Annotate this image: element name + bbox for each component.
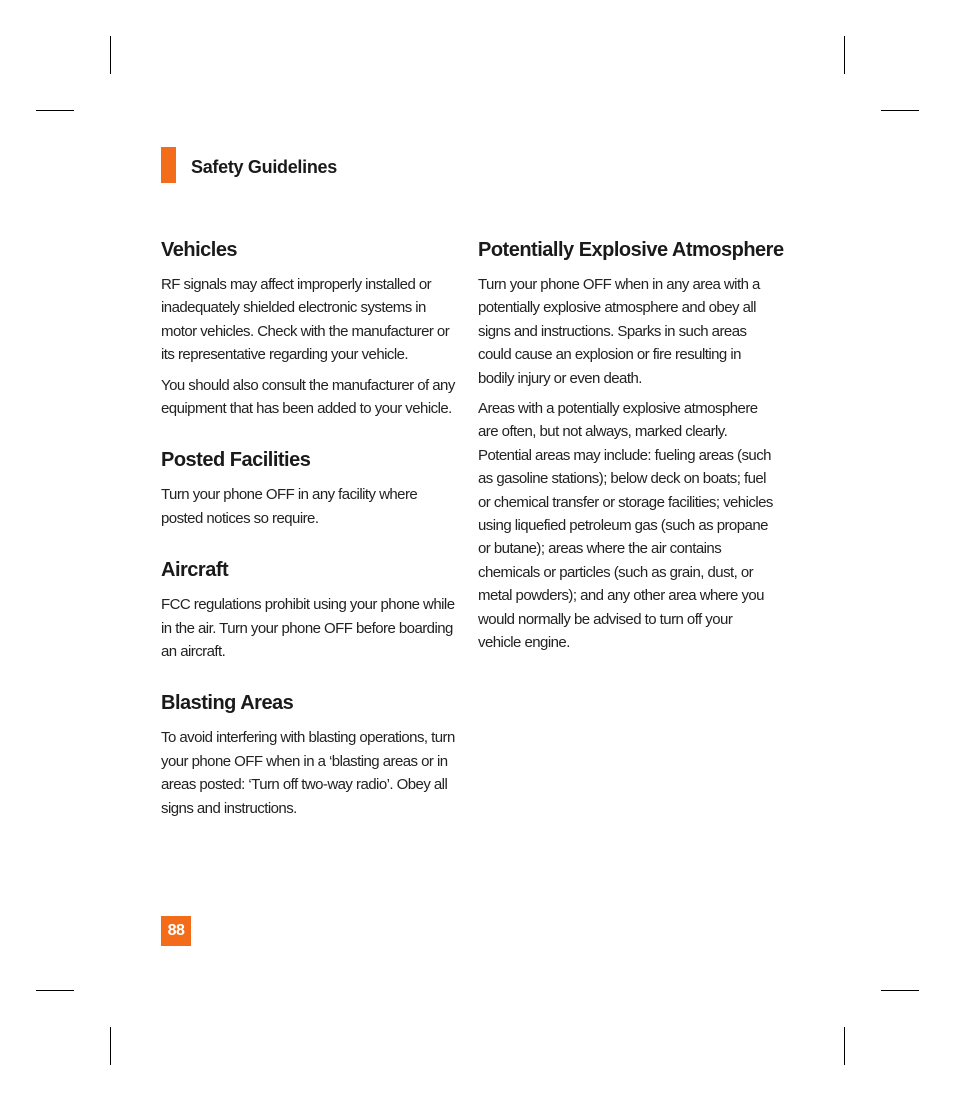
section-paragraph: RF signals may affect improperly installed or inadequately shielded electronic systems in motor vehicles. Check with the manufacturer or its representative regarding your vehicle.	[161, 276, 450, 364]
section-paragraph: FCC regulations prohibit using your phone while in the air. Turn your phone OFF before boarding an aircraft.	[161, 596, 455, 661]
section-paragraph: To avoid interfering with blasting operations, turn your phone OFF when in a ‘blasting areas or in areas posted: ‘Turn off two-way radio’. Obey all signs and instructions.	[161, 729, 455, 817]
crop-mark-bottom-right-vertical	[844, 1027, 845, 1065]
left-column	[161, 237, 457, 847]
section-posted-facilities	[161, 447, 457, 530]
section-vehicles	[161, 237, 457, 420]
section-heading: Posted Facilities	[161, 449, 311, 472]
header-accent-bar	[161, 147, 176, 183]
crop-mark-top-right-horizontal	[881, 110, 919, 111]
section-paragraph: Areas with a potentially explosive atmosphere are often, but not always, marked clearly. Potential areas may include: fueling areas (such as gasoline stations); below deck on boats; fuel or chemical transfer or storage facilities; vehicles using liquefied petroleum gas (such as propane or butane); areas where the air contains chemicals or particles (such as grain, dust, or metal powders); and any other area where you would normally be advised to turn off your vehicle engine.	[478, 400, 773, 652]
section-heading: Potentially Explosive Atmosphere	[478, 239, 784, 261]
page-number-badge: 88	[161, 916, 191, 946]
crop-mark-bottom-right-horizontal	[881, 990, 919, 991]
section-potentially-explosive-atmosphere	[478, 237, 784, 655]
crop-mark-top-left-vertical	[110, 36, 111, 74]
section-heading: Vehicles	[161, 239, 238, 261]
crop-mark-bottom-left-vertical	[110, 1027, 111, 1065]
section-blasting-areas	[161, 690, 457, 820]
section-heading: Blasting Areas	[161, 692, 294, 715]
section-paragraph: You should also consult the manufacturer of any equipment that has been added to your vehicle.	[161, 376, 455, 418]
section-heading: Aircraft	[161, 559, 229, 582]
page-title: Safety Guidelines	[191, 157, 337, 177]
section-paragraph: Turn your phone OFF in any facility where posted notices so require.	[161, 486, 418, 527]
section-aircraft	[161, 557, 457, 663]
crop-mark-bottom-left-horizontal	[36, 990, 74, 991]
right-column	[478, 237, 784, 682]
crop-mark-top-left-horizontal	[36, 110, 74, 111]
section-paragraph: Turn your phone OFF when in any area with a potentially explosive atmosphere and obey all signs and instructions. Sparks in such areas could cause an explosion or fire resulting in bodily injury or even death.	[478, 276, 760, 387]
crop-mark-top-right-vertical	[844, 36, 845, 74]
